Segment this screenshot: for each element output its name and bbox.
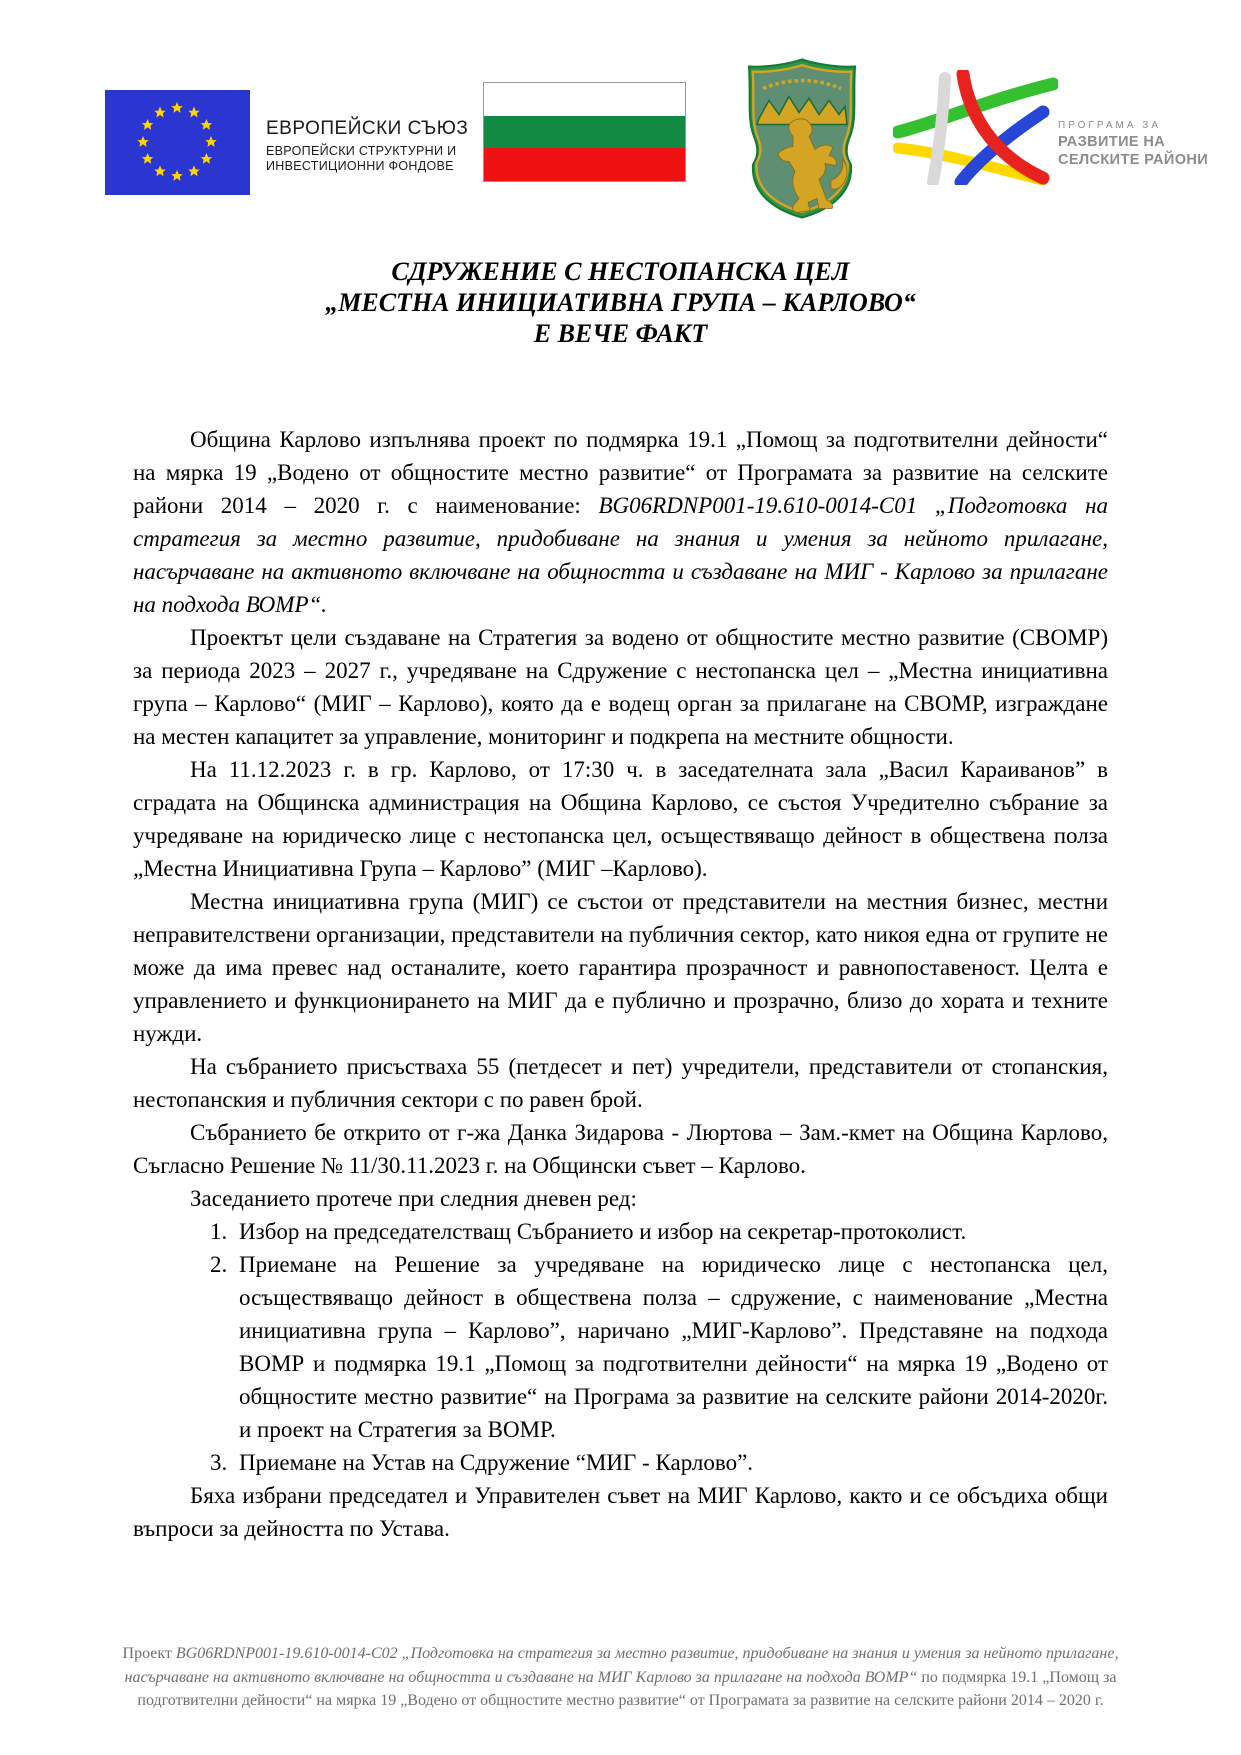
agenda-item-3: 3. Приемане на Устав на Сдружение “МИГ - Карлово”. <box>233 1446 1108 1479</box>
paragraph-founding-meeting: На 11.12.2023 г. в гр. Карлово, от 17:30 ч. в заседателната зала „Васил Караиванов” в сградата на Общинска администрация на Община Карлово, се състоя Учредително събрание за учредяване на юридическо лице с нестопанска цел, осъществяващо дейност в обществена полза „Местна Инициативна Група – Карлово” (МИГ –Карлово). <box>133 757 1108 881</box>
agenda-list <box>133 1215 1108 1479</box>
paragraph-project-intro: Община Карлово изпълнява проект по подмярка 19.1 „Помощ за подготвителни дейности“ на мярка 19 „Водено от общностите местно развитие“ от Програмата за развитие на селските райони 2014 – 2020 г. с наименование: BG06RDNP001-19.610-0014-C01 „Подготовка на стратегия за местно развитие, придобиване на знания и умения за нейното прилагане, насърчаване на активното включване на общността и създаване на МИГ - Карлово за прилагане на подхода ВОМР“. <box>133 427 1108 617</box>
bulgaria-flag-red-stripe <box>484 148 685 181</box>
footer-project-name: BG06RDNP001-19.610-0014-C02 „Подготовка на стратегия за местно развитие, придобиване на знания и умения за нейното прилагане, насърчаване на активното включване на общността и създаване на МИГ Карлово за прилагане на подхода ВОМР“ <box>124 1645 1119 1686</box>
title-line1: СДРУЖЕНИЕ С НЕСТОПАНСКА ЦЕЛ <box>391 257 850 286</box>
paragraph-closing: Бяха избрани председател и Управителен съвет на МИГ Карлово, както и се обсъдиха общи въпроси за дейността по Устава. <box>133 1483 1108 1541</box>
eu-logo-subtitle-line2: ИНВЕСТИЦИОННИ ФОНДОВЕ <box>266 159 454 173</box>
paragraph-meeting-opening: Събранието бе открито от г-жа Данка Зидарова - Люртова – Зам.-кмет на Община Карлово, Съгласно Решение № 11/30.11.2023 г. на Общински съвет – Карлово. <box>133 1120 1108 1178</box>
prsr-text-line2: РАЗВИТИЕ НА <box>1058 134 1166 150</box>
rural-development-program-text <box>1058 120 1208 169</box>
bulgaria-flag-icon <box>483 82 686 182</box>
footer-prefix: Проект <box>122 1645 176 1662</box>
paragraph-project-goal: Проектът цели създаване на Стратегия за водено от общностите местно развитие (СВОМР) за периода 2023 – 2027 г., учредяване на Сдружение с нестопанска цел – „Местна инициативна група – Карлово“ (МИГ – Карлово), която да е водещ орган за прилагане на СВОМР, изграждане на местен капацитет за управление, мониторинг и подкрепа на местните общности. <box>133 625 1108 749</box>
paragraph-mig-composition: Местна инициативна група (МИГ) се състои от представители на местния бизнес, местни неправителствени организации, представители на публичния сектор, като никоя една от групите не може да има превес над останалите, което гарантира прозрачност и равнопоставеност. Целта е управлението и функционирането на МИГ да е публично и прозрачно, близо до хората и техните нужди. <box>133 889 1108 1046</box>
title-line2: „МЕСТНА ИНИЦИАТИВНА ГРУПА – КАРЛОВО“ <box>325 288 916 317</box>
eu-logo-title: ЕВРОПЕЙСКИ СЪЮЗ <box>266 118 469 139</box>
document-footer <box>118 1642 1123 1713</box>
document-title <box>0 256 1241 349</box>
prsr-text-line1: ПРОГРАМА ЗА <box>1058 120 1161 131</box>
eu-logo-subtitle-line1: ЕВРОПЕЙСКИ СТРУКТУРНИ И <box>266 144 457 158</box>
document-body <box>133 423 1108 1545</box>
header-logos-band <box>0 0 1241 228</box>
paragraph-agenda-intro: Заседанието протече при следния дневен ред: <box>190 1186 637 1211</box>
project-code-and-name: BG06RDNP001-19.610-0014-C01 „Подготовка на стратегия за местно развитие, придобиване на знания и умения за нейното прилагане, насърчаване на активното включване на общността и създаване на МИГ - Карлово за прилагане на подхода ВОМР“. <box>133 493 1108 617</box>
bulgaria-flag-white-stripe <box>484 83 685 116</box>
paragraph-founders-count: На събранието присъстваха 55 (петдесет и пет) учредители, представители от стопанския, нестопанския и публичния сектори с по равен брой. <box>133 1054 1108 1112</box>
prsr-text-line3: СЕЛСКИТЕ РАЙОНИ <box>1058 152 1209 168</box>
agenda-item-1: 1. Избор на председателстващ Събранието и избор на секретар-протоколист. <box>233 1215 1108 1248</box>
eu-logo-text <box>266 118 468 174</box>
bulgaria-flag-green-stripe <box>484 116 685 149</box>
karlovo-coat-of-arms-icon <box>735 56 870 222</box>
footer-rest: по подмярка 19.1 „Помощ за подготвителни дейности“ на мярка 19 „Водено от общностите местно развитие“ от Програмата за развитие на селските райони 2014 – 2020 г. <box>137 1668 1117 1709</box>
rural-development-program-icon <box>893 70 1058 185</box>
title-line3: Е ВЕЧЕ ФАКТ <box>533 319 708 348</box>
eu-flag-icon <box>105 90 250 195</box>
agenda-item-2: 2. Приемане на Решение за учредяване на юридическо лице с нестопанска цел, осъществяващо дейност в обществена полза – сдружение, с наименование „Местна инициативна група – Карлово”, наричано „МИГ-Карлово”. Представяне на подхода ВОМР и подмярка 19.1 „Помощ за подготвителни дейности“ на мярка 19 „Водено от общностите местно развитие“ на Програма за развитие на селските райони 2014-2020г. и проект на Стратегия за ВОМР. <box>233 1248 1108 1446</box>
